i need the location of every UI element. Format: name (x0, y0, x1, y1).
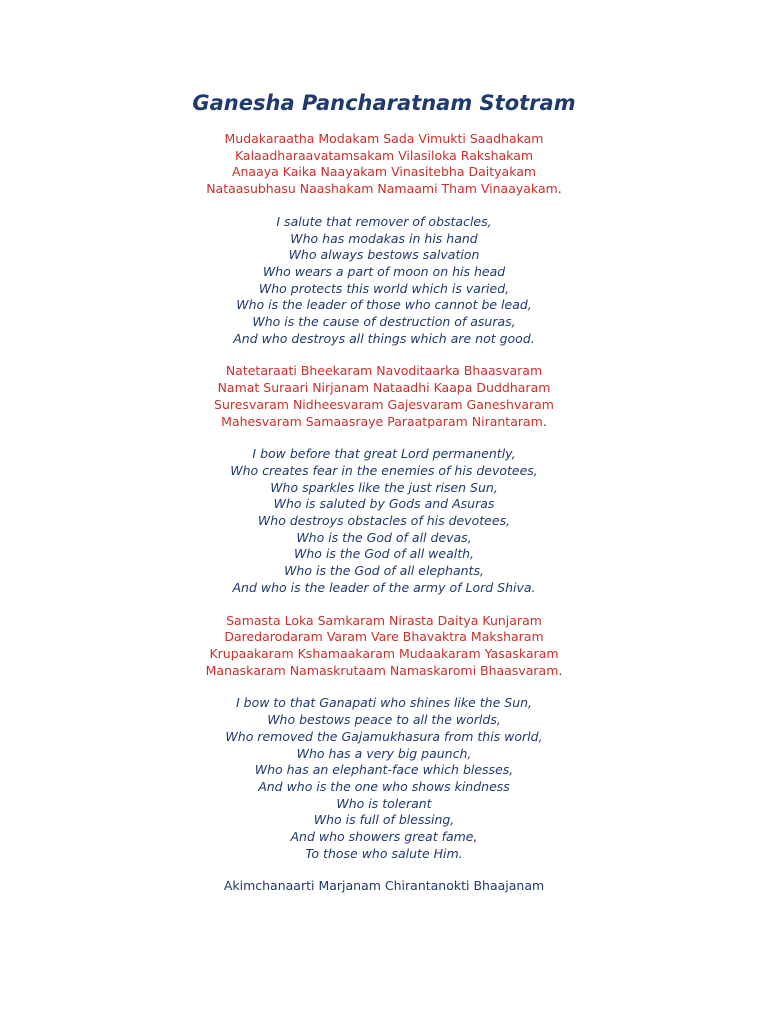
document-title: Ganesha Pancharatnam Stotram (192, 91, 576, 115)
document-body (0, 131, 768, 911)
verse-end-mark: . (557, 181, 562, 197)
line-text: Who removed the Gajamukhasura from this world, (225, 728, 543, 744)
line-text: Who bestows peace to all the worlds, (267, 712, 501, 728)
translation-stanza (0, 446, 768, 596)
line-text: Namat Suraari Nirjanam Nataadhi Kaapa Duddharam (217, 380, 551, 396)
translation-line (0, 231, 768, 248)
plain-line (0, 878, 768, 895)
translation-line (0, 746, 768, 763)
translation-line (0, 829, 768, 846)
line-text: Samasta Loka Samkaram Nirasta Daitya Kunjaram (226, 612, 542, 628)
translation-line (0, 214, 768, 231)
verse-line (0, 414, 768, 431)
translation-stanza (0, 695, 768, 862)
translation-line (0, 846, 768, 863)
verse-stanza (0, 613, 768, 680)
translation-line (0, 762, 768, 779)
line-text: And who is the one who shows kindness (258, 778, 510, 794)
translation-line (0, 264, 768, 281)
verse-line (0, 380, 768, 397)
translation-line (0, 496, 768, 513)
translation-line (0, 580, 768, 597)
translation-line (0, 712, 768, 729)
line-text: Who always bestows salvation (288, 247, 480, 263)
translation-line (0, 297, 768, 314)
verse-end-mark: . (558, 662, 563, 678)
verse-line (0, 164, 768, 181)
translation-line (0, 314, 768, 331)
line-text: Who is tolerant (336, 795, 432, 811)
translation-line (0, 563, 768, 580)
line-text: Who wears a part of moon on his head (262, 263, 506, 279)
line-text: And who is the leader of the army of Lord Shiva. (232, 579, 536, 595)
line-text: To those who salute Him. (305, 845, 463, 861)
translation-line (0, 729, 768, 746)
line-text: Mudakaraatha Modakam Sada Vimukti Saadhakam (224, 131, 544, 146)
translation-line (0, 779, 768, 796)
verse-line (0, 646, 768, 663)
line-text: Anaaya Kaika Naayakam Vinasitebha Daityakam (231, 164, 537, 180)
line-text: Daredarodaram Varam Vare Bhavaktra Maksharam (224, 629, 544, 645)
verse-line (0, 629, 768, 646)
line-text: Who destroys obstacles of his devotees, (257, 513, 511, 529)
translation-line (0, 530, 768, 547)
verse-line (0, 148, 768, 165)
line-text: Krupaakaram Kshamaakaram Mudaakaram Yasaskaram (209, 645, 559, 661)
line-text: Who is the cause of destruction of asuras, (252, 314, 516, 330)
translation-line (0, 695, 768, 712)
translation-line (0, 513, 768, 530)
translation-line (0, 281, 768, 298)
line-text: Who is the God of all devas, (296, 529, 472, 545)
translation-line (0, 546, 768, 563)
line-text: I bow to that Ganapati who shines like the Sun, (235, 695, 533, 711)
verse-line (0, 181, 768, 198)
line-text: Who protects this world which is varied, (258, 280, 510, 296)
verse-line (0, 663, 768, 680)
translation-stanza (0, 214, 768, 348)
line-text: Natetaraati Bheekaram Navoditaarka Bhaasvaram (225, 363, 543, 379)
line-text: Who has an elephant-face which blesses, (254, 762, 514, 778)
line-text: Nataasubhasu Naashakam Namaami Tham Vinaayakam (206, 181, 558, 197)
line-text: Suresvaram Nidheesvaram Gajesvaram Ganeshvaram (214, 396, 554, 412)
translation-line (0, 331, 768, 348)
line-text: Who creates fear in the enemies of his devotees, (230, 462, 538, 478)
translation-line (0, 480, 768, 497)
verse-end-mark: . (542, 413, 547, 429)
translation-line (0, 446, 768, 463)
verse-stanza (0, 131, 768, 198)
verse-stanza (0, 363, 768, 430)
translation-line (0, 247, 768, 264)
verse-line (0, 363, 768, 380)
verse-line (0, 613, 768, 630)
verse-line (0, 131, 768, 148)
line-text: Who is saluted by Gods and Asuras (273, 496, 495, 512)
line-text: And who destroys all things which are not good. (233, 330, 535, 346)
line-text: Who is the leader of those who cannot be lead, (236, 297, 532, 313)
translation-line (0, 463, 768, 480)
verse-line (0, 397, 768, 414)
plain-stanza (0, 878, 768, 895)
line-text: Who sparkles like the just risen Sun, (270, 479, 498, 495)
line-text: Who has modakas in his hand (290, 230, 478, 246)
line-text: Who is full of blessing, (313, 812, 455, 828)
line-text: Mahesvaram Samaasraye Paraatparam Nirantaram (221, 413, 543, 429)
line-text: Who is the God of all elephants, (284, 563, 484, 579)
line-text: Who is the God of all wealth, (293, 546, 475, 562)
line-text: Who has a very big paunch, (296, 745, 472, 761)
line-text: I bow before that great Lord permanently, (252, 446, 516, 462)
translation-line (0, 796, 768, 813)
line-text: Akimchanaarti Marjanam Chirantanokti Bhaajanam (223, 878, 545, 894)
translation-line (0, 812, 768, 829)
line-text: I salute that remover of obstacles, (276, 213, 492, 229)
line-text: Manaskaram Namaskrutaam Namaskaromi Bhaasvaram (205, 662, 559, 678)
line-text: Kalaadharaavatamsakam Vilasiloka Rakshakam (234, 147, 534, 163)
line-text: And who showers great fame, (290, 829, 478, 845)
